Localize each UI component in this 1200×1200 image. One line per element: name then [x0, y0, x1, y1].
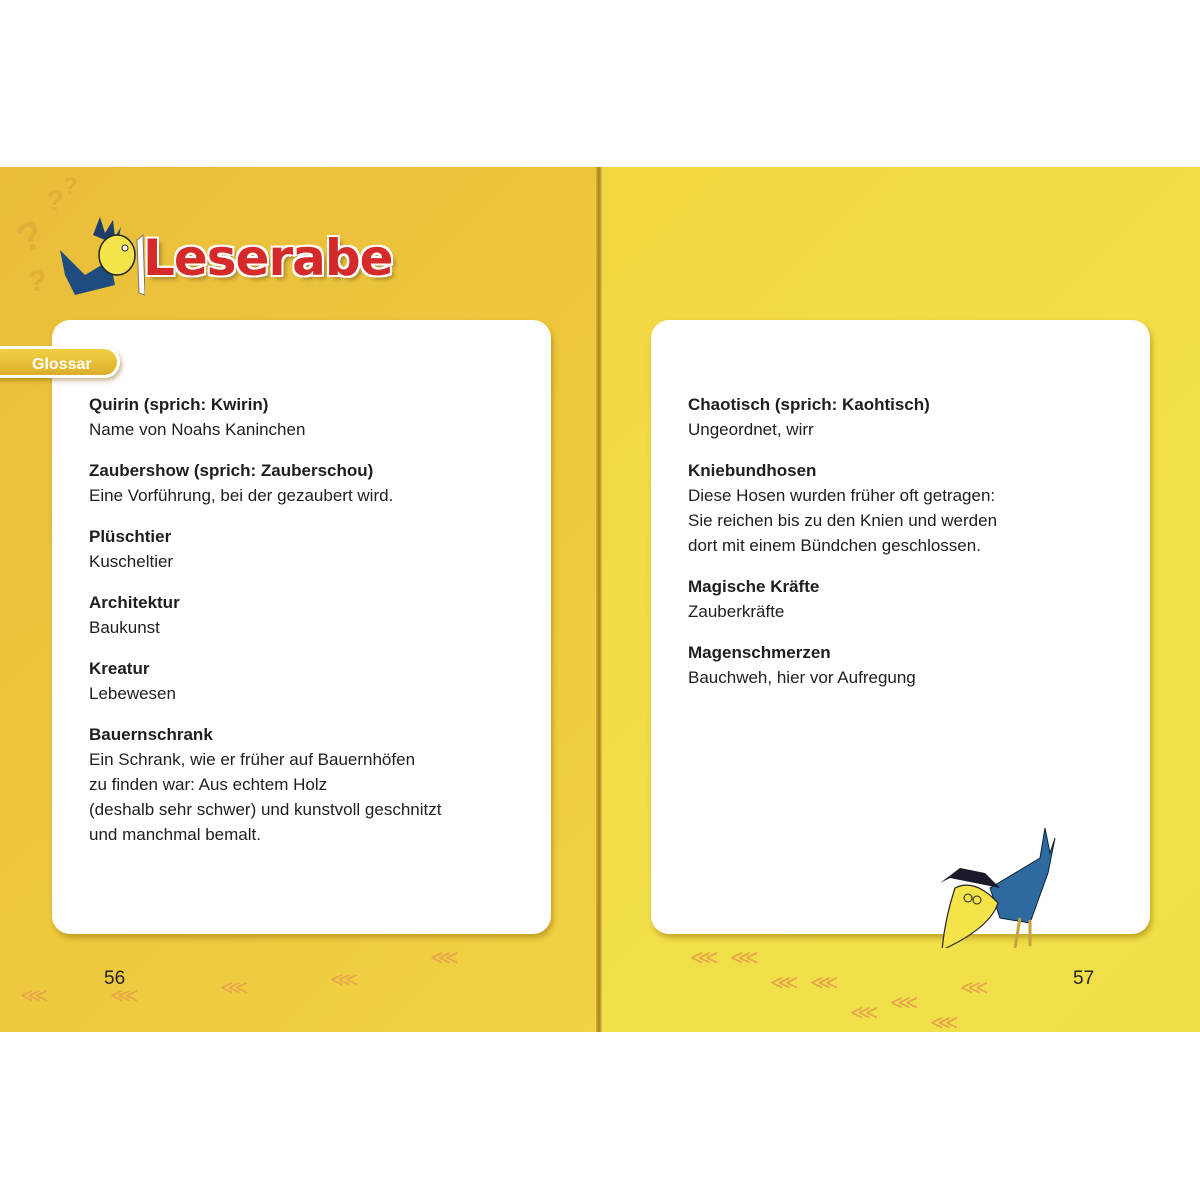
leserabe-logo	[55, 215, 393, 305]
glossary-entry	[688, 574, 997, 624]
glossary-entry	[89, 392, 441, 442]
logo-text: Leserabe	[143, 229, 393, 287]
raven-reading-icon	[55, 215, 145, 305]
glossary-entry	[89, 590, 441, 640]
page-number-right: 57	[1073, 968, 1095, 989]
glossary-term: Kniebundhosen	[688, 461, 817, 480]
glossary-card-left	[52, 320, 551, 934]
glossary-definition: Lebewesen	[89, 684, 176, 703]
glossary-definition: Bauchweh, hier vor Aufregung	[688, 668, 916, 687]
glossary-term: Architektur	[89, 593, 180, 612]
glossary-entry	[89, 722, 441, 847]
glossary-list	[89, 392, 441, 863]
glossary-term: Kreatur	[89, 659, 150, 678]
glossar-section-tab: Glossar	[0, 346, 120, 378]
glossary-term: Magische Kräfte	[688, 577, 820, 596]
glossary-definition: Baukunst	[89, 618, 160, 637]
glossary-term: Quirin (sprich: Kwirin)	[89, 395, 269, 414]
raven-illustration	[930, 828, 1060, 948]
glossary-definition: Name von Noahs Kaninchen	[89, 420, 306, 439]
glossary-term: Bauernschrank	[89, 725, 213, 744]
glossary-definition: Eine Vorführung, bei der gezaubert wird.	[89, 486, 394, 505]
glossary-entry	[688, 392, 997, 442]
page-number-left: 56	[104, 968, 126, 989]
glossary-entry	[688, 640, 997, 690]
glossary-definition: Ungeordnet, wirr	[688, 420, 814, 439]
glossary-definition: Zauberkräfte	[688, 602, 785, 621]
glossary-term: Chaotisch (sprich: Kaohtisch)	[688, 395, 930, 414]
glossary-entry	[89, 524, 441, 574]
glossary-list	[688, 392, 997, 706]
glossary-entry	[89, 458, 441, 508]
glossary-term: Zaubershow (sprich: Zauberschou)	[89, 461, 374, 480]
book-gutter	[596, 167, 602, 1032]
glossary-entry	[89, 656, 441, 706]
glossary-definition: Diese Hosen wurden früher oft getragen: Sie reichen bis zu den Knien und werden dort mit einem Bündchen geschlossen.	[688, 486, 998, 555]
glossary-term: Magenschmerzen	[688, 643, 831, 662]
glossary-card-right	[651, 320, 1150, 934]
glossary-term: Plüschtier	[89, 527, 172, 546]
glossary-entry	[688, 458, 997, 558]
glossary-definition: Kuscheltier	[89, 552, 174, 571]
glossary-definition: Ein Schrank, wie er früher auf Bauernhöfen zu finden war: Aus echtem Holz (deshalb sehr schwer) und kunstvoll geschnitzt und manchmal bemalt.	[89, 750, 442, 844]
